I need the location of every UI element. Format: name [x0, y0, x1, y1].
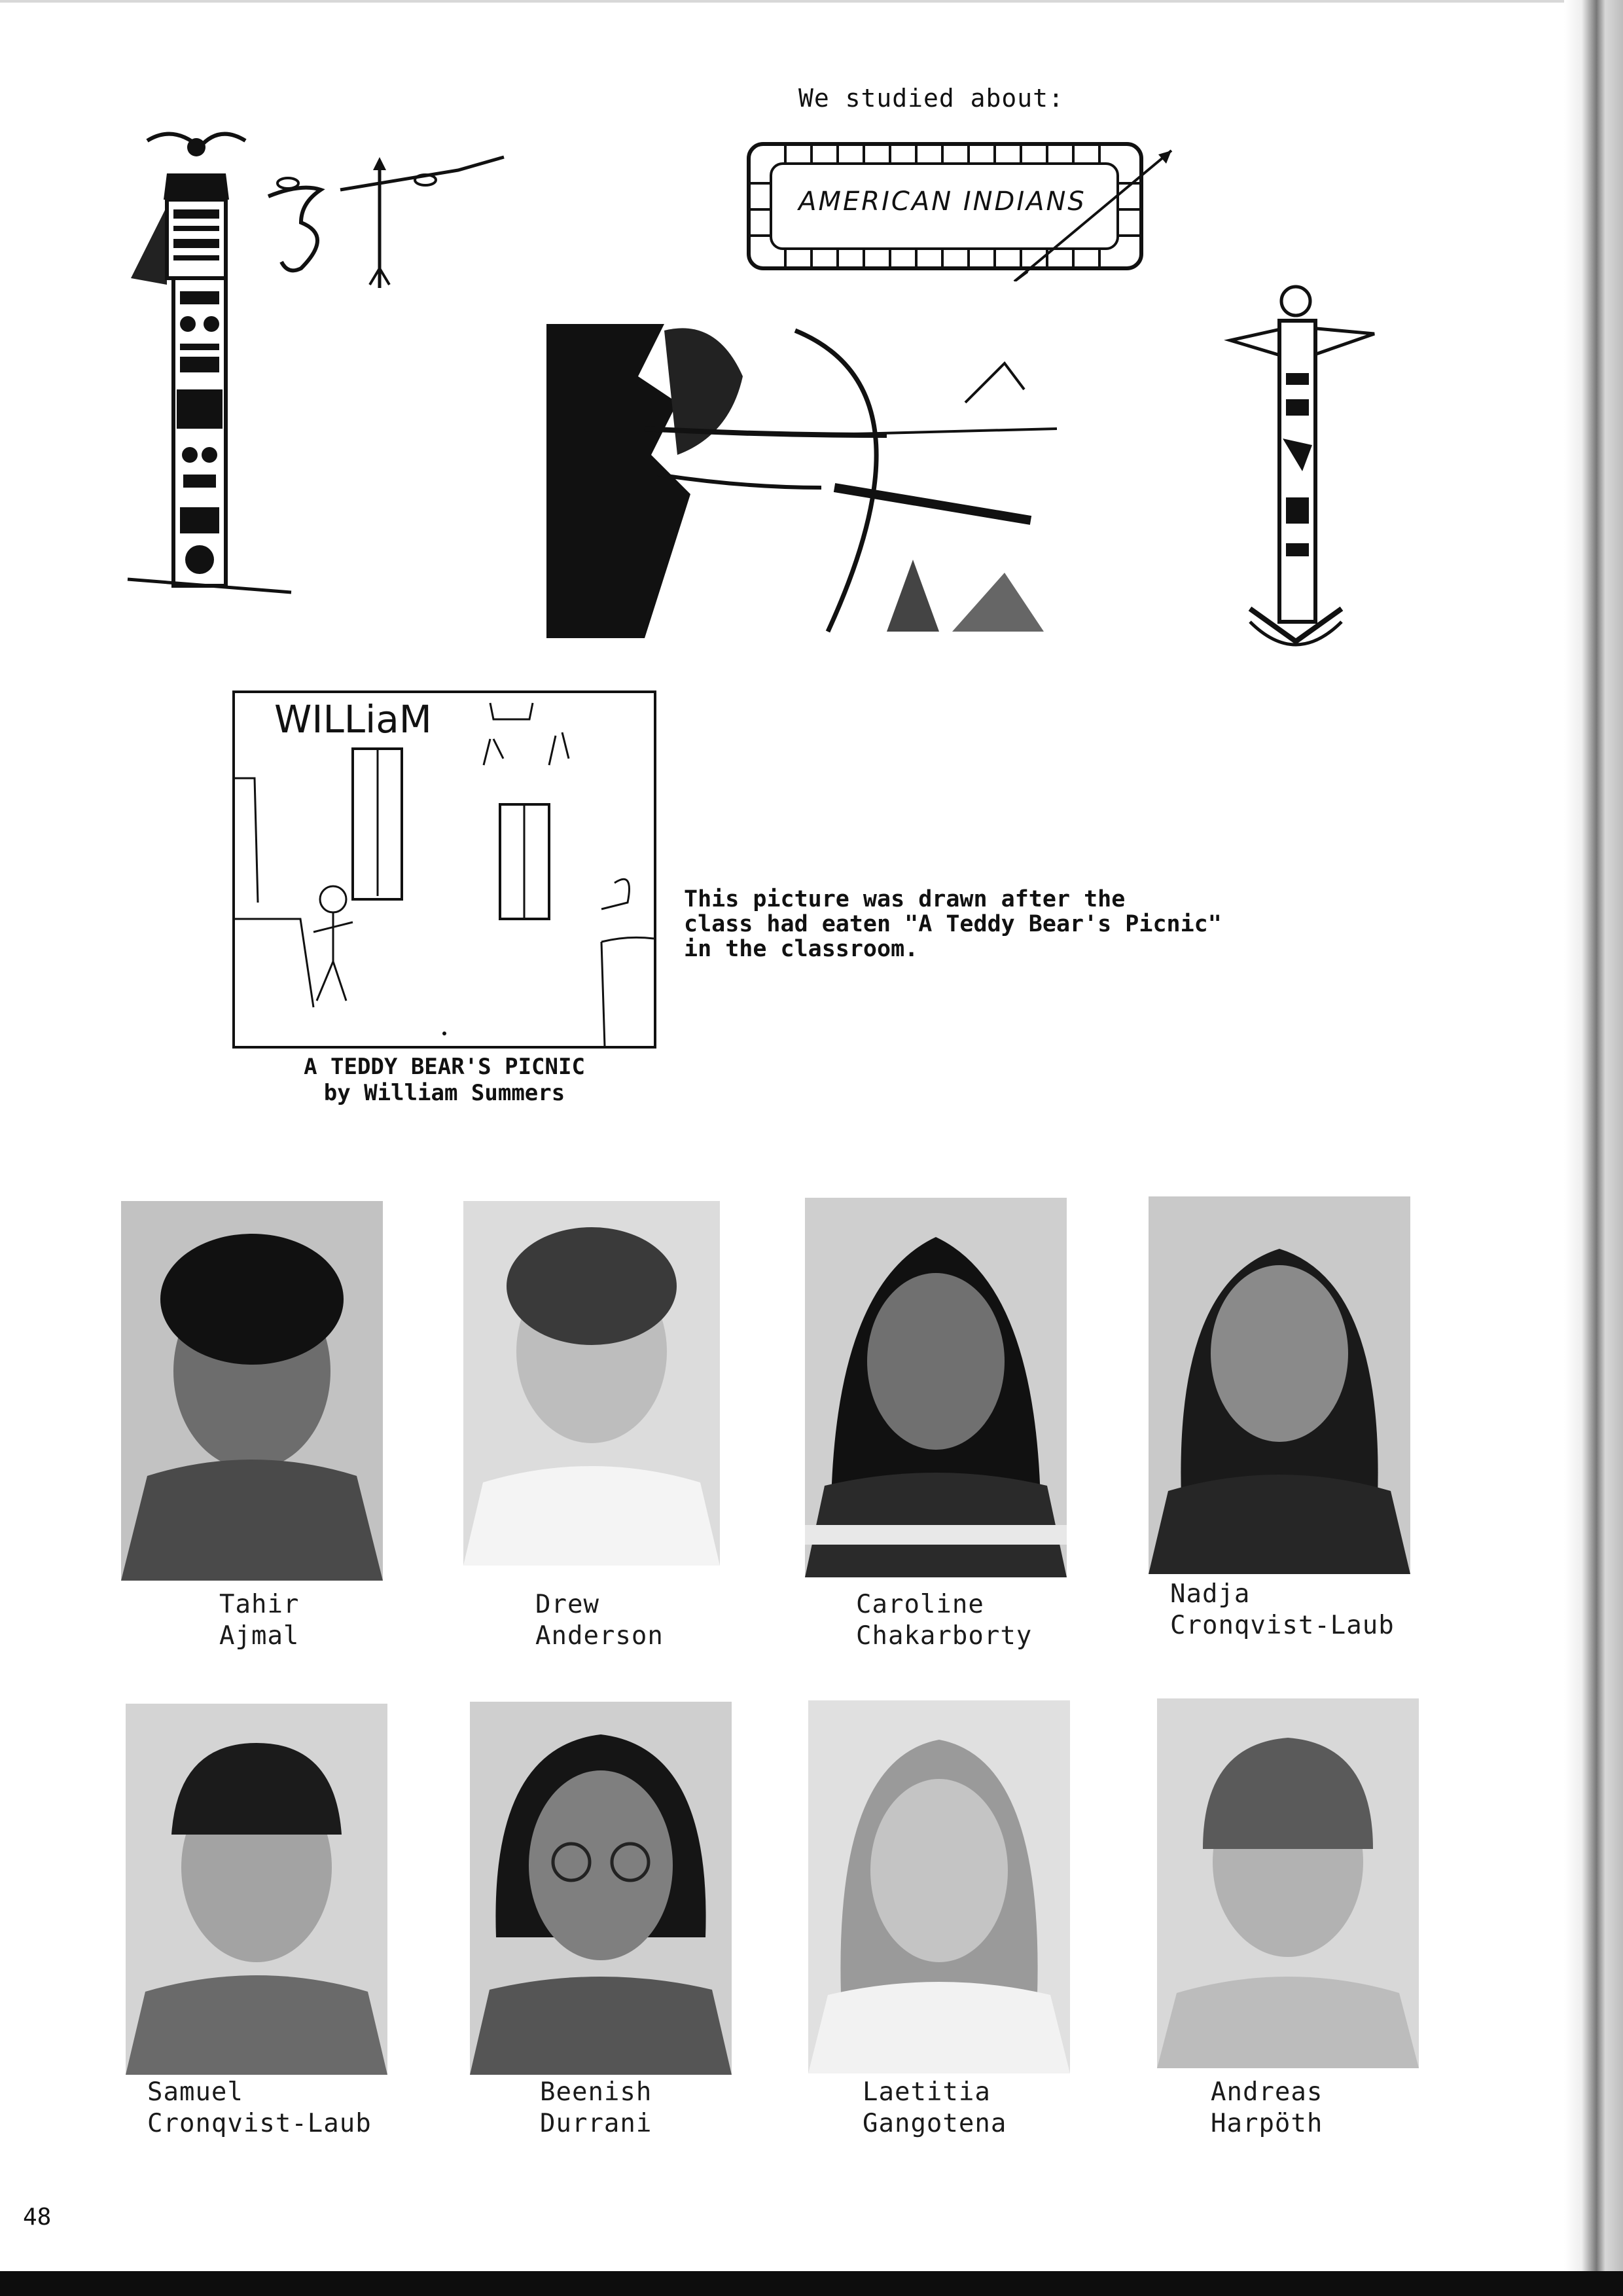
- totem-pole-icon: [1224, 281, 1381, 655]
- student-photo: [1157, 1698, 1419, 2068]
- student-photo: [470, 1702, 732, 2075]
- studied-label: We studied about:: [798, 84, 1064, 113]
- archer-illustration-icon: [546, 324, 1063, 638]
- drawing-caption: [232, 1054, 656, 1106]
- student-name: Drew Anderson: [535, 1590, 664, 1651]
- student-photo: [808, 1700, 1070, 2073]
- drawing-description: This picture was drawn after the class had eaten "A Teddy Bear's Picnic" in the classroom.: [684, 886, 1222, 962]
- student-photo: [1149, 1196, 1410, 1574]
- student-name: Tahir Ajmal: [219, 1590, 300, 1651]
- student-name: Samuel Cronqvist-Laub: [147, 2077, 372, 2138]
- child-name-scrawl: WILLiaM: [274, 697, 432, 742]
- top-edge: [0, 0, 1564, 3]
- student-name: Beenish Durrani: [540, 2077, 652, 2138]
- scan-bottom-edge: [0, 2271, 1623, 2296]
- student-photo: [463, 1201, 720, 1566]
- banner-text: AMERICAN INDIANS: [798, 187, 1086, 217]
- student-name: Laetitia Gangotena: [863, 2077, 1007, 2138]
- student-name: Andreas Harpöth: [1211, 2077, 1323, 2138]
- student-name: Nadja Cronqvist-Laub: [1170, 1579, 1395, 1640]
- page-number: 48: [23, 2204, 52, 2231]
- teddy-bear-picnic-drawing: [232, 691, 656, 1049]
- drawing-byline: by William Summers: [323, 1080, 565, 1106]
- student-name: Caroline Chakarborty: [856, 1590, 1033, 1651]
- student-photo: [121, 1201, 383, 1581]
- page-binding-edge: [1564, 0, 1623, 2296]
- drawing-title: A TEDDY BEAR'S PICNIC: [304, 1054, 585, 1080]
- student-photo: [126, 1704, 387, 2075]
- st-twig-icon: [262, 144, 510, 301]
- student-photo: [805, 1198, 1067, 1577]
